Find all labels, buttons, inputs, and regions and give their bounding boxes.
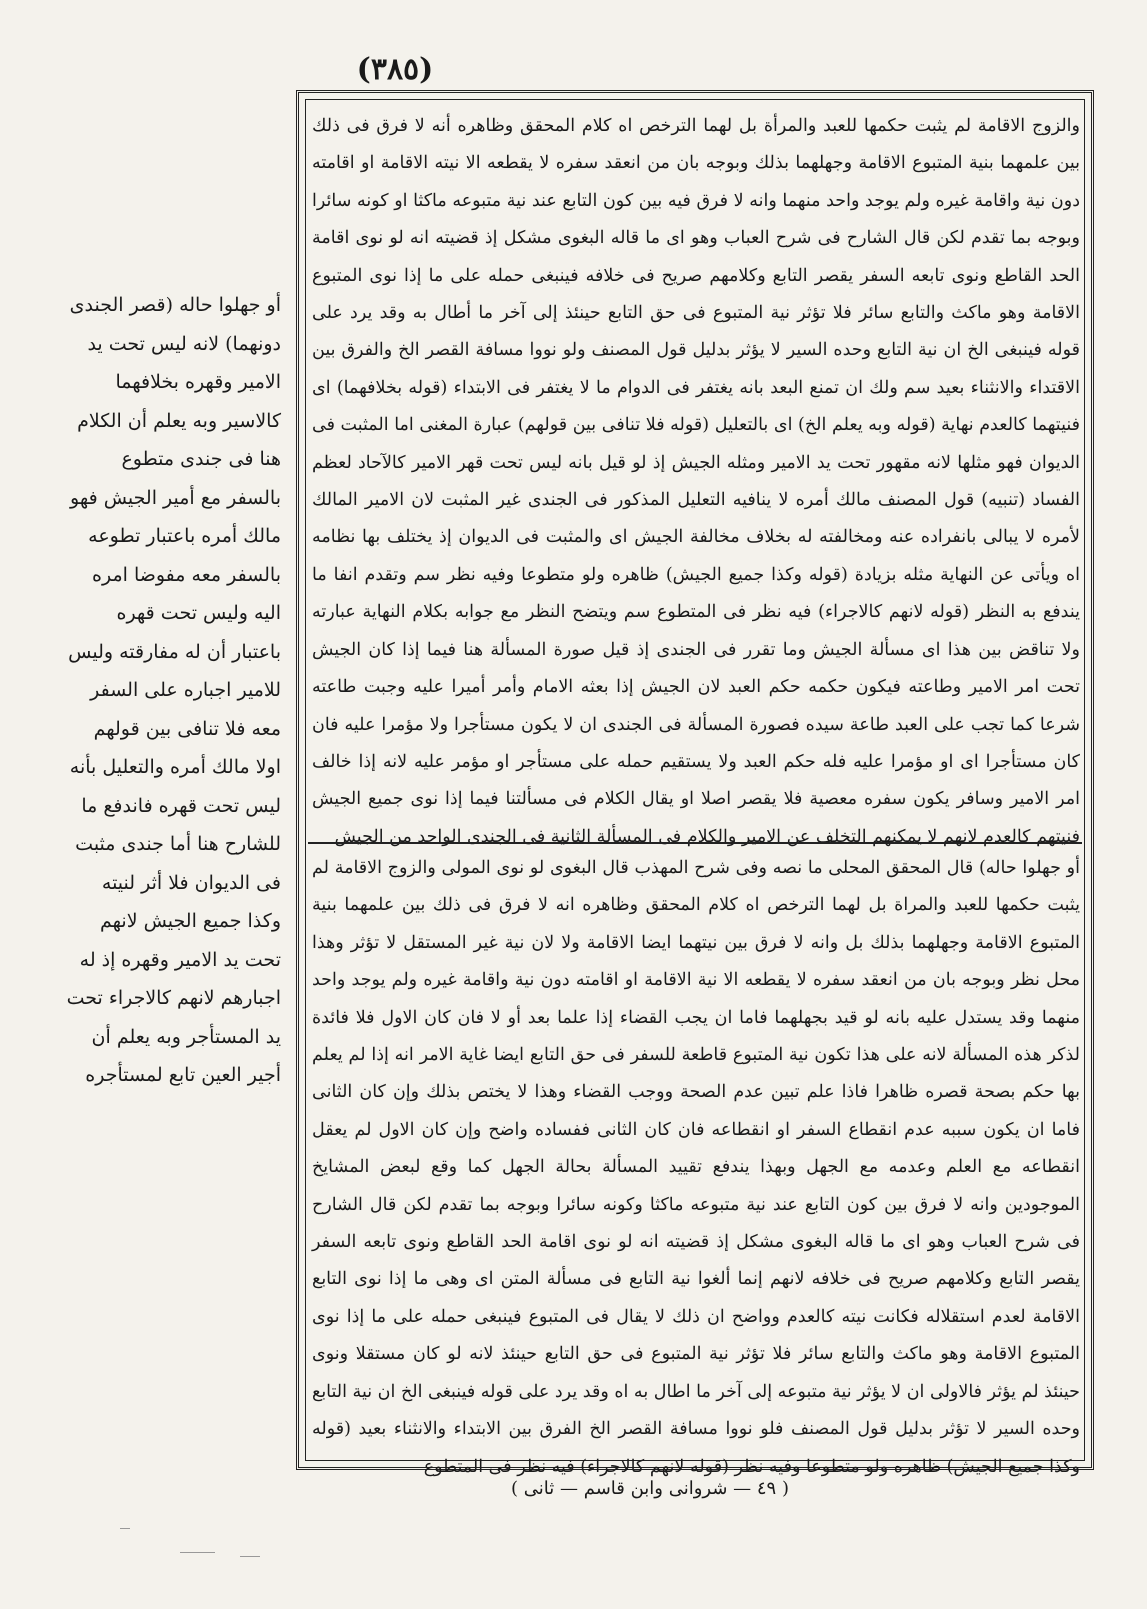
section-divider: [308, 842, 1082, 844]
page-footer: ( ٤٩ — شروانى وابن قاسم — ثانى ): [511, 1478, 789, 1499]
scan-mark: [240, 1556, 260, 1557]
main-text-block: والزوج الاقامة لم يثبت حكمها للعبد والمرأة بل لهما الترخص اه كلام المحقق وظاهره أنه لا فرق فى ذلك بين علمهما بنية المتبوع الاقامة وجهلهما بذلك وبوجه بان من انعقد سفره لا يقطعه الا نيته الاقامة او اقامته دون نية واقامة غيره ولم يوجد واحد منهما وانه لا فرق فيه بين كون التابع عند نية متبوعه ماكثا او كونه سائرا وبوجه بما تقدم لكن قال الشارح فى شرح العباب وهو اى ما قاله البغوى مشكل إذ قضيته انه لو نوى اقامة الحد القاطع ونوى تابعه السفر يقصر التابع وكلامهم صريح فى خلافه فينبغى حمله على ما إذا نوى المتبوع الاقامة وهو ماكث والتابع سائر فلا تؤثر نية المتبوع فى حق التابع حينئذ إلى آخر ما أطال به وقد يرد على قوله فينبغى الخ ان نية التابع وحده السير لا يؤثر بدليل قول المصنف ولو نووا مسافة القصر الخ والفرق بين الاقتداء والانثناء بعيد سم ولك ان تمنع البعد بانه يغتفر فى الدوام ما لا يغتفر فى الابتداء (قوله بخلافهما) اى فنيتهما كالعدم نهاية (قوله وبه يعلم الخ) اى بالتعليل (قوله فلا تنافى بين قولهم) عبارة المغنى اما المثبت فى الديوان فهو مثلها لانه مقهور تحت يد الامير ومثله الجيش إذ لو قيل بانه ليس تحت قهر الامير كالآحاد لعظم الفساد (تنبيه) قول المصنف مالك أمره لا ينافيه التعليل المذكور فى الجندى غير المثبت لان الامير المالك لأمره لا يبالى بانفراده عنه ومخالفته له بخلاف مخالفة الجيش اى والمثبت فى الديوان إذ يختلف بها نظامه اه ويأتى عن النهاية مثله بزيادة (قوله وكذا جميع الجيش) ظاهره ولو متطوعا وفيه نظر سم وتقدم انفا ما يندفع به النظر (قوله لانهم كالاجراء) فيه نظر فى المتطوع سم ويتضح النظر مع جوابه بكلام النهاية عبارته ولا تناقض بين هذا اى مسألة الجيش وما تقرر فى الجندى إذ قيل صورة المسألة هنا فيما إذا كان الجيش تحت امر الامير وطاعته فيكون حكمه حكم العبد لان الجيش إذا بعثه الامام وأمر أميرا عليه وجبت طاعته شرعا كما تجب على العبد طاعة سيده فصورة المسألة فى الجندى ان لا يكون مستأجرا ولا مؤمرا عليه فان كان مستأجرا اى او مؤمرا عليه فله حكم العبد ولا يستقيم حمله على مستأجر او مؤمر عليه لانه إذا خالف امر الامير وسافر يكون سفره معصية فلا يقصر اصلا او يقال الكلام فى مسألتنا فيما إذا نوى جميع الجيش فنيتهم كالعدم لانهم لا يمكنهم التخلف عن الامير والكلام فى المسألة الثانية فى الجندى الواحد من الجيش: [312, 116, 1081, 847]
commentary-text-block: أو جهلوا حاله) قال المحقق المحلى ما نصه وفى شرح المهذب قال البغوى لو نوى المولى والزوج الاقامة لم يثبت حكمها للعبد والمراة بل لهما الترخص اه كلام المحقق وظاهره انه لا فرق فى ذلك بين علمهما بنية المتبوع الاقامة وجهلهما بذلك بل وانه لا فرق بين نيتهما ايضا الاقامة ولا لان نية غير المستقل لا تؤثر وهذا محل نظر وبوجه بان من انعقد سفره لا يقطعه الا نية الاقامة او اقامته دون نية واقامة غيره ولم يوجد واحد منهما وقد يستدل عليه بانه لو قيد بجهلهما فاما ان يجب القضاء إذا علما بعد أو لا فان كان الاول فلا فائدة لذكر هذه المسألة لانه على هذا تكون نية المتبوع قاطعة للسفر فى حق التابع ايضا غاية الامر انه إذا لم يعلم بها حكم بصحة قصره ظاهرا فاذا علم تبين عدم الصحة ووجب القضاء وهذا لا يختص بذلك وإن كان الثانى فاما ان يكون سببه عدم انقطاع السفر او انقطاعه فان كان الثانى ففساده واضح وإن كان الاول لم يعقل انقطاعه مع العلم وعدمه مع الجهل وبهذا يندفع تقييد المسألة بحالة الجهل كما وقع لبعض المشايخ الموجودين وانه لا فرق بين كون التابع عند نية متبوعه ماكثا وكونه سائرا وبوجه بما تقدم لكن قال الشارح فى شرح العباب وهو اى ما قاله البغوى مشكل إذ قضيته انه لو نوى اقامة الحد القاطع ونوى تابعه السفر يقصر التابع وكلامهم صريح فى خلافه لانهم إنما ألغوا نية التابع فى مسألة المتن اى وهى ما إذا نوى التابع الاقامة لعدم استقلاله فكانت نيته كالعدم وواضح ان ذلك لا يقال فى المتبوع فينبغى حمله على ما إذا نوى المتبوع الاقامة وهو ماكث والتابع سائر فلا تؤثر نية المتبوع فى حق التابع حينئذ لانه لو كان مستقلا ونوى حينئذ لم يؤثر فالاولى ان لا يؤثر نية متبوعه إلى آخر ما اطال به اه وقد يرد على قوله فينبغى الخ ان نية التابع وحده السير لا تؤثر بدليل قول المصنف فلو نووا مسافة القصر الخ الفرق بين الابتداء والانثناء بعيد (قوله وكذا جميع الجيش) ظاهره ولو متطوعا وفيه نظر (قوله لانهم كالاجراء) فيه نظر فى المتطوع: [312, 858, 1080, 1477]
scan-mark: [120, 1528, 130, 1529]
scan-mark: [180, 1552, 215, 1553]
page-number: (٣٨٥): [356, 52, 434, 87]
margin-note-block: أو جهلوا حاله (قصر الجندى دونهما) لانه ليس تحت يد الامير وقهره بخلافهما كالاسير وبه يعلم أن الكلام هنا فى جندى متطوع بالسفر مع أمير الجيش فهو مالك أمره باعتبار تطوعه بالسفر معه مفوضا امره اليه وليس تحت قهره باعتبار أن له مفارقته وليس للامير اجباره على السفر معه فلا تنافى بين قولهم اولا مالك أمره والتعليل بأنه ليس تحت قهره فاندفع ما للشارح هنا أما جندى مثبت فى الديوان فلا أثر لنيته وكذا جميع الجيش لانهم تحت يد الامير وقهره إذ له اجبارهم لانهم كالاجراء تحت يد المستأجر وبه يعلم أن أجير العين تابع لمستأجره: [66, 294, 281, 1086]
